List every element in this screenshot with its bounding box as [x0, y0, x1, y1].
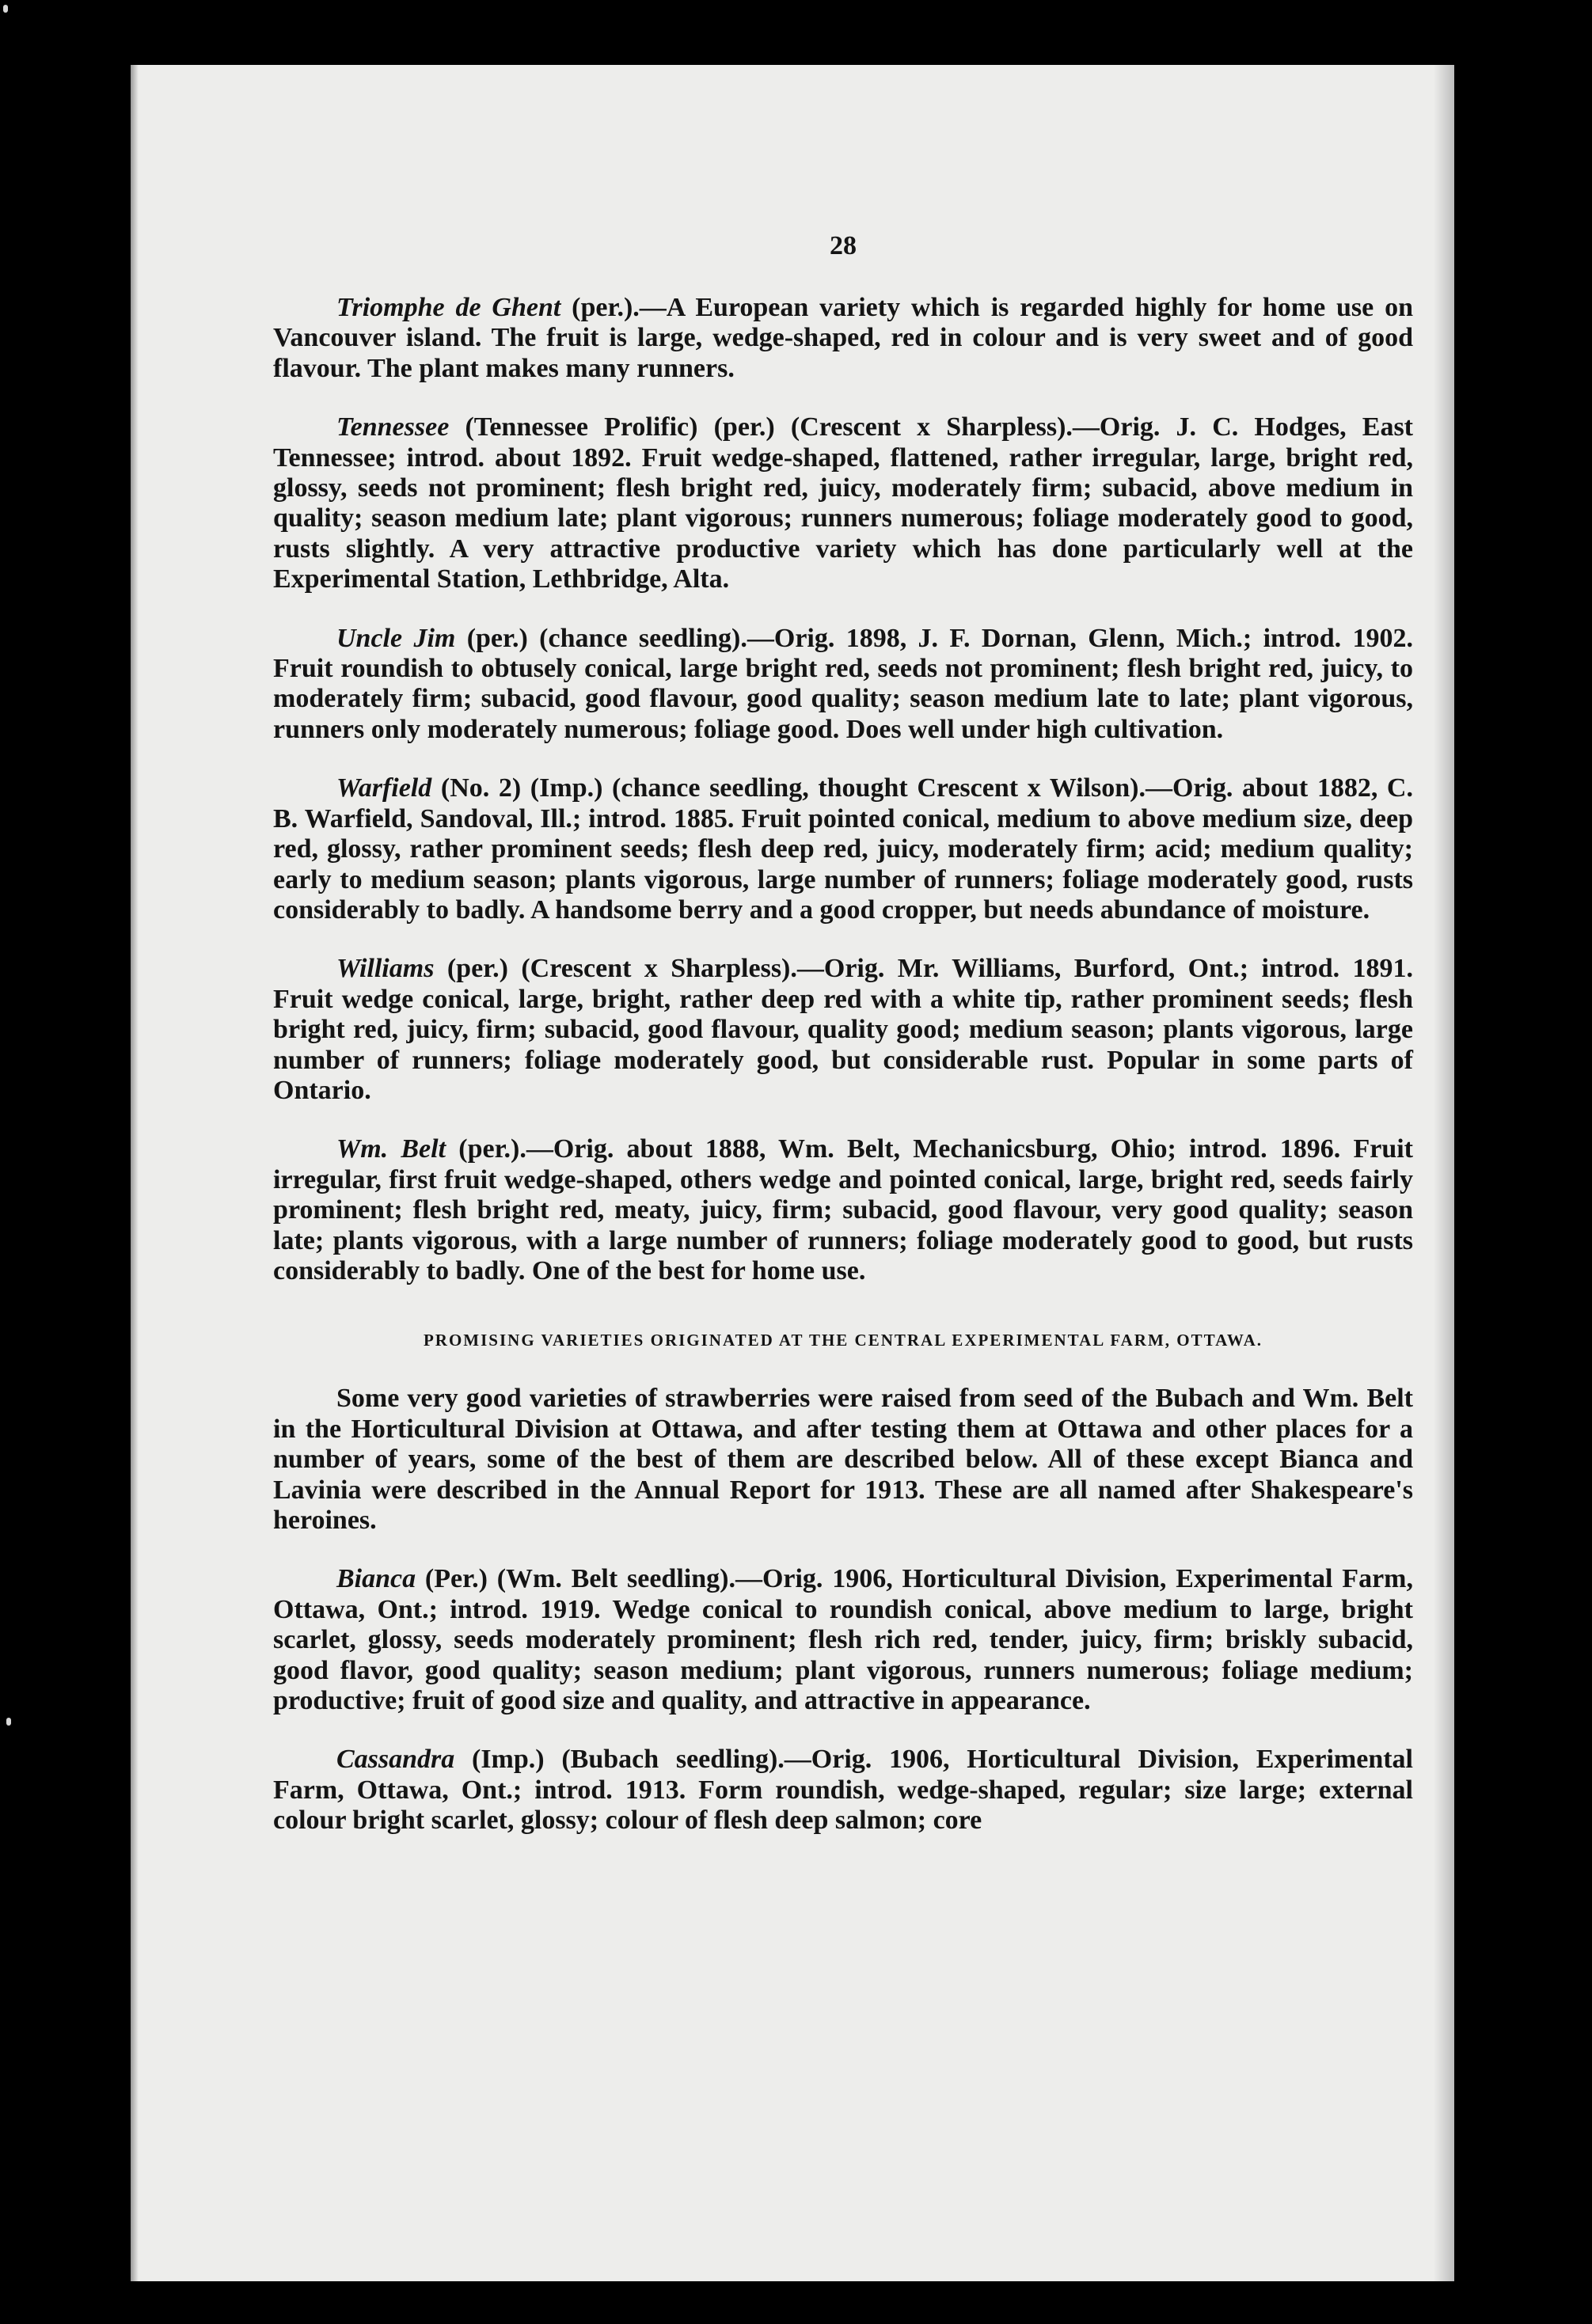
- variety-description: (per.).—A European variety which is regarded highly for home use on Vancouver island. The fruit is large, wedge-shaped, red in colour and is very sweet and of good flavour. The plant makes many runners.: [273, 293, 1413, 383]
- scan-speck-left-middle: [6, 1718, 11, 1726]
- variety-description: (Per.) (Wm. Belt seedling).—Orig. 1906, Horticultural Division, Experimental Farm, Ottawa, Ont.; introd. 1919. Wedge conical to roundish conical, above medium to large, bright scarlet, glossy, seeds moderately prominent; flesh rich red, tender, juicy, firm; briskly subacid, good flavor, good quality; season medium; plant vigorous, runners numerous; foliage medium; productive; fruit of good size and quality, and attractive in appearance.: [273, 1564, 1413, 1716]
- variety-name: Triomphe de Ghent: [336, 293, 561, 322]
- variety-name: Bianca: [336, 1564, 416, 1594]
- intro-paragraph: Some very good varieties of strawberries were raised from seed of the Bubach and Wm. Belt in the Horticultural Division at Ottawa, and after testing them at Ottawa and other places for a number of years, some of the best of them are described below. All of these except Bianca and Lavinia were described in the Annual Report for 1913. These are all named after Shakespeare's heroines.: [273, 1384, 1413, 1535]
- variety-name: Warfield: [336, 773, 432, 803]
- entry-triomphe-de-ghent: [273, 293, 1413, 384]
- entry-warfield: [273, 773, 1413, 925]
- entry-tennessee: [273, 412, 1413, 594]
- variety-description: (Tennessee Prolific) (per.) (Crescent x Sharpless).—Orig. J. C. Hodges, East Tennessee; introd. about 1892. Fruit wedge-shaped, flattened, rather irregular, large, bright red, glossy, seeds not prominent; flesh bright red, juicy, moderately firm; subacid, above medium in quality; season medium late; plant vigorous; runners numerous; foliage moderately good to good, rusts slightly. A very attractive productive variety which has done particularly well at the Experimental Station, Lethbridge, Alta.: [273, 412, 1413, 594]
- variety-name: Williams: [336, 954, 435, 984]
- variety-name: Tennessee: [336, 412, 450, 442]
- scanned-page: [131, 65, 1454, 2281]
- scan-speck-left-top: [3, 5, 8, 13]
- entry-uncle-jim: [273, 624, 1413, 746]
- variety-name: Cassandra: [336, 1745, 455, 1775]
- entry-williams: [273, 954, 1413, 1106]
- page-number: 28: [830, 231, 857, 260]
- variety-name: Uncle Jim: [336, 623, 456, 653]
- variety-description: (No. 2) (Imp.) (chance seedling, thought Crescent x Wilson).—Orig. about 1882, C. B. Warfield, Sandoval, Ill.; introd. 1885. Fruit pointed conical, medium to above medium size, deep red, glossy, rather prominent seeds; flesh deep red, juicy, moderately firm; acid; medium quality; early to medium season; plants vigorous, large number of runners; foliage moderately good, rusts considerably to badly. A handsome berry and a good cropper, but needs abundance of moisture.: [273, 773, 1413, 925]
- variety-description: (per.) (Crescent x Sharpless).—Orig. Mr. Williams, Burford, Ont.; introd. 1891. Fruit wedge conical, large, bright, rather deep red with a white tip, rather prominent seeds; flesh bright red, juicy, firm; subacid, good flavour, quality good; medium season; plants vigorous, large number of runners; foliage moderately good, but considerable rust. Popular in some parts of Ontario.: [273, 954, 1413, 1105]
- variety-description: (Imp.) (Bubach seedling).—Orig. 1906, Horticultural Division, Experimental Farm, Ottawa, Ont.; introd. 1913. Form roundish, wedge-shaped, regular; size large; external colour bright scarlet, glossy; colour of flesh deep salmon; core: [273, 1745, 1413, 1836]
- page-left-edge: [131, 65, 139, 2281]
- variety-name: Wm. Belt: [336, 1134, 446, 1164]
- entry-bianca: [273, 1564, 1413, 1716]
- page-content: [273, 231, 1413, 1865]
- entry-cassandra: [273, 1745, 1413, 1836]
- variety-description: (per.).—Orig. about 1888, Wm. Belt, Mechanicsburg, Ohio; introd. 1896. Fruit irregular, first fruit wedge-shaped, others wedge and pointed conical, large, bright red, seeds fairly prominent; flesh bright red, meaty, juicy, firm; subacid, good flavour, very good quality; season late; plants vigorous, with a large number of runners; foliage moderately good to good, but rusts considerably to badly. One of the best for home use.: [273, 1134, 1413, 1285]
- section-heading: PROMISING VARIETIES ORIGINATED AT THE CENTRAL EXPERIMENTAL FARM, OTTAWA.: [423, 1331, 1263, 1350]
- entry-wm-belt: [273, 1134, 1413, 1286]
- page-right-edge: [1434, 65, 1454, 2281]
- variety-description: (per.) (chance seedling).—Orig. 1898, J. F. Dornan, Glenn, Mich.; introd. 1902. Fruit roundish to obtusely conical, large bright red, seeds not prominent; flesh bright red, juicy, to moderately firm; subacid, good flavour, good quality; season medium late to late; plant vigorous, runners only moderately numerous; foliage good. Does well under high cultivation.: [273, 623, 1414, 744]
